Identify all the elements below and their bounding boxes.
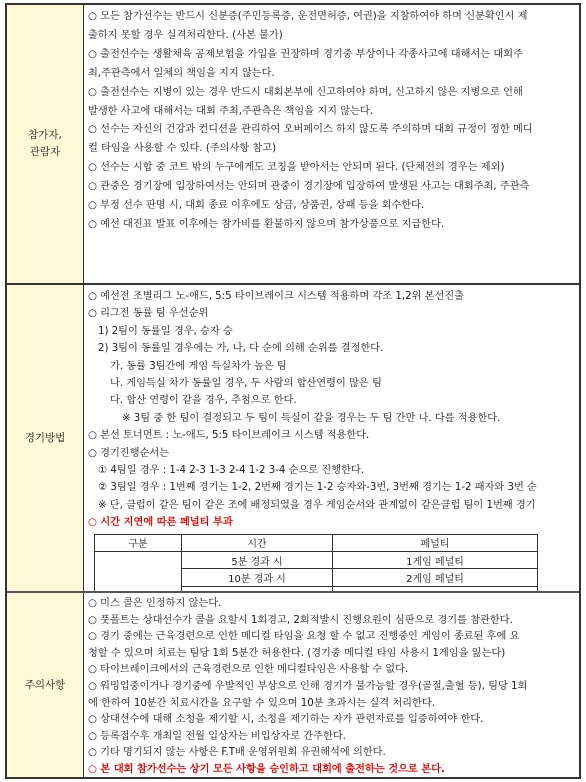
rule-line: ○ 본선 토너먼트 : 노-애드, 5:5 타이브레이크 시스템 적용한다.: [88, 430, 370, 442]
penalty-heading: ○ 시간 지연에 따른 페널티 부과: [88, 517, 233, 529]
rules-document: [5, 3, 581, 779]
rule-line: ○ 기타 명기되지 않는 사항은 F.T배 운영위원회 유권해석에 의한다.: [88, 747, 386, 759]
rule-line: 나. 게임득실 차가 동률일 경우, 두 사람의 합산연령이 많은 팀: [110, 378, 382, 390]
rule-line: ① 4팀일 경우 : 1-4 2-3 1-3 2-4 1-2 3-4 순으로 진행한다.: [98, 465, 364, 477]
rule-line: 발생한 사고에 대해서는 대회 주최,주관측은 책임을 지지 않는다.: [88, 105, 374, 117]
table-header-row: [95, 534, 538, 551]
rule-line: ○ 출전선수는 지병이 있는 경우 반드시 대회본부에 신고하여야 하며, 신고하지 않은 지병으로 인해: [88, 86, 523, 98]
table-row: [95, 552, 538, 569]
rule-line: ○ 선수는 시합 중 코트 밖의 누구에게도 코칭을 받아서는 안되며 된다. (단체전의 경우는 제외): [88, 162, 505, 174]
column-header: 시간: [182, 534, 333, 551]
rule-line: ② 3팀일 경우 : 1번째 경기는 1-2, 2번째 경기는 1-2 승자와-3번, 3번째 경기는 1-2 패자와 3번 순: [98, 482, 537, 494]
rule-line: ○ 모든 참가선수는 반드시 신분증(주민등록증, 운전면허증, 여권)을 지참하여야 하며 신분확인시 제: [88, 11, 528, 22]
rule-line: 다. 합산 연령이 같을 경우, 추첨으로 한다.: [110, 395, 297, 407]
rule-line: 가. 동률 3팀간에 게임 득실차가 높은 팀: [110, 360, 287, 372]
rule-line: ○ 부정 선수 판명 시, 대회 종료 이후에도 상금, 상품권, 상패 등을 회수한다.: [88, 200, 425, 212]
rule-line: 출하지 못할 경우 실격처리한다. (사본 불가): [88, 29, 283, 41]
category-cell-game-method: [7, 285, 84, 593]
caution-rules: [84, 593, 579, 777]
rule-line: ○ 미스 콜은 인정하지 않는다.: [88, 598, 222, 609]
rule-line: ○ 상대선수에 대해 소청을 제기할 시, 소청을 제기하는 자가 관련자료를 입증하여야 한다.: [88, 714, 484, 726]
rule-line: ○ 등록접수후 개최일 전월 입상자는 비입상자로 간주한다.: [88, 730, 346, 742]
group-label: [95, 552, 182, 593]
rule-line: 1) 2팀이 동률일 경우, 승자 승: [98, 325, 233, 337]
rule-line: 최,주관측에서 일체의 책임을 지지 않는다.: [88, 67, 275, 79]
column-header: 구분: [95, 534, 182, 551]
rule-line: ※ 3팀 중 한 팀이 결정되고 두 팀이 득실이 같을 경우는 두 팀 간만 나. 다를 적용한다.: [122, 412, 501, 424]
penalty-cell: 2게임 페널티: [333, 569, 538, 586]
rule-line: 컬 타임을 사용할 수 있다. (주의사항 참고): [88, 143, 277, 155]
time-cell: 5분 경과 시: [182, 552, 333, 569]
rule-line: ○ 경기 중에는 근육경련으로 인한 메디컬 타임을 요청 할 수 없고 진행중인 게임이 종료된 후에 요: [88, 631, 520, 643]
category-label: 참가자, 관람자: [28, 129, 62, 158]
time-cell: [182, 586, 333, 593]
participants-rules: [84, 5, 579, 285]
rule-line: ○ 예선전 조별리그 노-애드, 5:5 타이브레이크 시스템 적용하며 각조 1,2위 본선진출: [88, 291, 465, 302]
rule-line: ○ 예선 대진표 발표 이후에는 참가비를 환불하지 않으며 참가상품으로 지급한다.: [88, 218, 445, 230]
closing-note: ○ 본 대회 참가선수는 상기 모든 사항을 승인하고 대회에 출전하는 것으로 본다.: [88, 763, 445, 775]
rule-line: 청할 수 있으며 치료는 팀당 1회 5분간 허용한다. (경기중 메디컬 타임 사용시 1게임을 잃는다): [88, 647, 506, 659]
rule-line: ○ 리그전 동률 팀 우선순위: [88, 308, 209, 320]
rule-line: ○ 워밍업중이거나 경기중에 우발적인 부상으로 인해 경기가 불가능할 경우(골절,출혈 등), 팀당 1회: [88, 680, 528, 692]
rule-line: ○ 관중은 경기장에 입장하여서는 안되며 관중이 경기장에 입장하여 발생된 사고는 대회주최, 주관측: [88, 181, 530, 193]
rule-line: 에 한하여 10분간 치료시간을 요구할 수 있으며 10분 초과시는 실격 처리한다.: [88, 697, 435, 709]
penalty-table: [94, 534, 538, 593]
rule-line: ○ 풋폴트는 상대선수가 콜을 요할시 1회경고, 2회적발시 진행요원이 심판으로 경기를 참관한다.: [88, 614, 513, 626]
rule-line: ○ 경기진행순서는: [88, 447, 170, 459]
rule-line: ○ 선수는 자신의 건강과 컨디션을 관리하여 오버페이스 하지 않도록 주의하며 대회 규정이 정한 메디: [88, 124, 533, 136]
penalty-cell: 1게임 페널티: [333, 552, 538, 569]
category-label: 주의사항: [24, 678, 66, 691]
penalty-table-body: [95, 552, 538, 593]
rule-line: ○ 출전선수는 생활체육 공제보험을 가입을 권장하며 경기중 부상이나 각종사고에 대해서는 대회주: [88, 48, 523, 60]
category-cell-participants: [7, 5, 84, 285]
rule-line: ○ 타이브레이크에서의 근육경련으로 인한 메디컬타임은 사용할 수 없다.: [88, 664, 409, 676]
category-label: 경기방법: [24, 431, 66, 444]
rule-line: ※ 단, 클럽이 같은 팀이 같은 조에 배정되었을 경우 게임순서와 관계없이 같은클럽 팀이 1번째 경기: [98, 499, 536, 511]
category-cell-cautions: [7, 593, 84, 777]
rule-line: 2) 3팀이 동률일 경우에는 가, 나, 다 순에 의해 순위를 결정한다.: [98, 343, 384, 355]
penalty-cell: [333, 586, 538, 593]
time-cell: 10분 경과 시: [182, 569, 333, 586]
column-header: 페널티: [333, 534, 538, 551]
game-method-rules: [84, 285, 579, 593]
